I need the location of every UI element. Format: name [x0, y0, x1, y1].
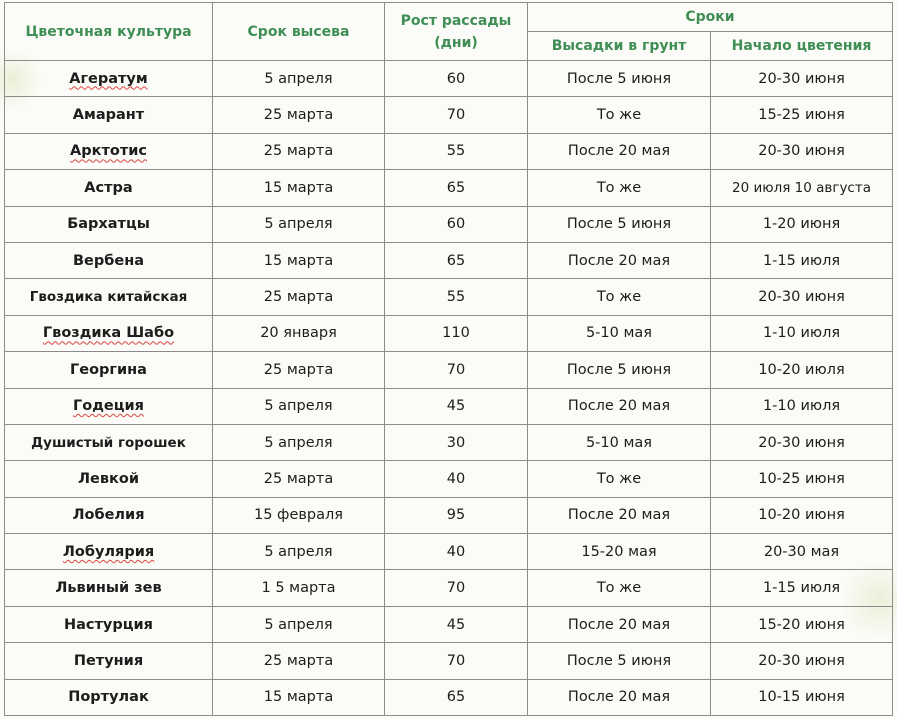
cell-bloom: [711, 170, 893, 206]
cell-days: [385, 461, 528, 497]
table-row: [5, 315, 893, 351]
cell-culture: [5, 570, 213, 606]
cell-sowing: [213, 206, 385, 242]
cell-days-text: 60: [446, 70, 466, 87]
header-growth-line1: Рост рассады: [400, 12, 512, 29]
cell-planting-text: После 5 июня: [566, 652, 672, 669]
cell-culture: [5, 461, 213, 497]
cell-days: [385, 206, 528, 242]
cell-planting-text: То же: [596, 107, 642, 124]
cell-culture: [5, 97, 213, 133]
cell-culture-text: Вербена: [72, 252, 145, 269]
cell-planting: [528, 315, 711, 351]
cell-days: [385, 61, 528, 97]
cell-culture-text: Лобелия: [72, 507, 145, 524]
table-row: [5, 388, 893, 424]
seedling-schedule-table: [4, 2, 893, 716]
table-row: [5, 424, 893, 460]
cell-bloom-text: 15-20 июня: [758, 616, 845, 633]
cell-days: [385, 643, 528, 679]
cell-sowing-text: 5 апреля: [264, 70, 333, 87]
cell-days-text: 65: [446, 252, 466, 269]
cell-bloom-text: 1-15 июля: [762, 252, 841, 269]
cell-bloom: [711, 206, 893, 242]
cell-sowing-text: 1 5 марта: [261, 580, 336, 597]
cell-sowing: [213, 534, 385, 570]
cell-days: [385, 133, 528, 169]
cell-sowing-text: 5 апреля: [264, 543, 333, 560]
cell-planting-text: После 20 мая: [567, 507, 671, 524]
cell-bloom-text: 20-30 июня: [758, 70, 845, 87]
cell-sowing: [213, 643, 385, 679]
cell-bloom: [711, 570, 893, 606]
cell-planting-text: После 20 мая: [567, 252, 671, 269]
cell-days-text: 40: [446, 543, 466, 560]
cell-bloom: [711, 679, 893, 715]
cell-sowing-text: 15 марта: [263, 252, 334, 269]
cell-bloom-text: 1-10 июля: [762, 398, 841, 415]
cell-bloom: [711, 534, 893, 570]
cell-days-text: 95: [446, 507, 466, 524]
cell-planting: [528, 61, 711, 97]
cell-days-text: 55: [446, 289, 466, 306]
cell-planting-text: То же: [596, 179, 642, 196]
cell-days-text: 65: [446, 689, 466, 706]
table-row: [5, 279, 893, 315]
table-row: [5, 461, 893, 497]
cell-planting: [528, 497, 711, 533]
cell-culture-text: Амарант: [72, 107, 145, 124]
cell-bloom-text: 10-15 июня: [758, 689, 845, 706]
cell-culture-text: Лобулярия: [62, 543, 155, 560]
cell-culture: [5, 424, 213, 460]
cell-sowing: [213, 497, 385, 533]
cell-bloom-text: 20-30 мая: [763, 543, 840, 560]
cell-days-text: 60: [446, 216, 466, 233]
cell-culture-text: Душистый горошек: [31, 434, 186, 451]
cell-sowing-text: 15 марта: [263, 689, 334, 706]
cell-days: [385, 497, 528, 533]
cell-sowing-text: 25 марта: [263, 652, 334, 669]
cell-planting: [528, 643, 711, 679]
cell-bloom: [711, 606, 893, 642]
cell-bloom-text: 20 июля 10 августа: [732, 179, 871, 196]
cell-culture: [5, 206, 213, 242]
cell-culture: [5, 133, 213, 169]
cell-days: [385, 352, 528, 388]
cell-planting-text: После 5 июня: [566, 361, 672, 378]
cell-culture-text: Гвоздика Шабо: [42, 325, 175, 342]
table-row: [5, 352, 893, 388]
cell-culture-text: Годеция: [73, 398, 144, 415]
cell-bloom: [711, 315, 893, 351]
table-row: [5, 97, 893, 133]
cell-culture: [5, 534, 213, 570]
cell-culture: [5, 170, 213, 206]
table-row: [5, 643, 893, 679]
cell-days: [385, 606, 528, 642]
cell-bloom-text: 20-30 июня: [758, 652, 845, 669]
cell-sowing-text: 5 апреля: [264, 398, 333, 415]
cell-sowing: [213, 61, 385, 97]
cell-planting-text: После 5 июня: [566, 70, 672, 87]
cell-culture-text: Гвоздика китайская: [29, 289, 188, 306]
cell-sowing-text: 15 марта: [263, 179, 334, 196]
cell-bloom: [711, 97, 893, 133]
header-culture: Цветочная культура: [5, 3, 213, 61]
cell-sowing-text: 25 марта: [263, 143, 334, 160]
cell-days-text: 40: [446, 470, 466, 487]
cell-planting-text: То же: [596, 289, 642, 306]
cell-culture: [5, 242, 213, 278]
cell-bloom: [711, 497, 893, 533]
cell-planting-text: То же: [596, 470, 642, 487]
cell-culture-text: Настурция: [64, 616, 153, 633]
cell-days-text: 70: [446, 652, 466, 669]
cell-planting-text: После 20 мая: [567, 689, 671, 706]
cell-sowing: [213, 97, 385, 133]
cell-sowing-text: 25 марта: [263, 107, 334, 124]
cell-sowing: [213, 352, 385, 388]
table-row: [5, 133, 893, 169]
cell-planting-text: 5-10 мая: [585, 325, 653, 342]
cell-planting: [528, 97, 711, 133]
cell-sowing-text: 25 марта: [263, 289, 334, 306]
cell-sowing: [213, 279, 385, 315]
cell-culture-text: Львиный зев: [55, 580, 162, 597]
cell-bloom: [711, 133, 893, 169]
cell-culture-text: Георгина: [70, 361, 147, 378]
cell-culture: [5, 497, 213, 533]
cell-sowing: [213, 388, 385, 424]
header-growth: [385, 3, 528, 61]
cell-days: [385, 679, 528, 715]
cell-days: [385, 170, 528, 206]
cell-bloom-text: 20-30 июня: [758, 143, 845, 160]
cell-days: [385, 279, 528, 315]
cell-days-text: 65: [446, 179, 466, 196]
cell-culture-text: Арктотис: [70, 143, 147, 160]
cell-days-text: 70: [446, 580, 466, 597]
cell-days: [385, 97, 528, 133]
cell-planting-text: После 20 мая: [567, 143, 671, 160]
cell-culture: [5, 388, 213, 424]
cell-bloom-text: 15-25 июня: [758, 107, 845, 124]
cell-bloom-text: 1-20 июня: [762, 216, 841, 233]
cell-planting: [528, 388, 711, 424]
cell-planting-text: То же: [596, 580, 642, 597]
cell-planting: [528, 424, 711, 460]
cell-days-text: 30: [446, 434, 466, 451]
cell-planting: [528, 534, 711, 570]
cell-sowing: [213, 461, 385, 497]
cell-planting-text: 5-10 мая: [585, 434, 653, 451]
cell-culture-text: Бархатцы: [67, 216, 150, 233]
cell-days: [385, 242, 528, 278]
cell-days-text: 55: [446, 143, 466, 160]
table-row: [5, 61, 893, 97]
cell-planting: [528, 352, 711, 388]
cell-culture: [5, 679, 213, 715]
cell-days: [385, 570, 528, 606]
cell-sowing-text: 25 марта: [263, 361, 334, 378]
cell-sowing: [213, 570, 385, 606]
cell-sowing-text: 20 января: [260, 325, 337, 342]
cell-bloom: [711, 352, 893, 388]
cell-bloom-text: 10-20 июля: [758, 361, 845, 378]
cell-sowing-text: 5 апреля: [264, 434, 333, 451]
cell-bloom: [711, 279, 893, 315]
cell-bloom-text: 1-10 июля: [762, 325, 841, 342]
cell-sowing: [213, 424, 385, 460]
cell-culture: [5, 279, 213, 315]
cell-planting-text: После 20 мая: [567, 616, 671, 633]
cell-planting: [528, 461, 711, 497]
cell-planting-text: После 20 мая: [567, 398, 671, 415]
table-body: [5, 61, 893, 716]
cell-bloom: [711, 61, 893, 97]
cell-sowing: [213, 679, 385, 715]
cell-planting: [528, 133, 711, 169]
cell-planting: [528, 279, 711, 315]
cell-culture: [5, 606, 213, 642]
cell-sowing-text: 25 марта: [263, 470, 334, 487]
header-bloom: Начало цветения: [711, 32, 893, 61]
cell-planting-text: После 5 июня: [566, 216, 672, 233]
cell-sowing-text: 5 апреля: [264, 216, 333, 233]
cell-sowing: [213, 133, 385, 169]
cell-bloom-text: 20-30 июня: [758, 289, 845, 306]
cell-bloom: [711, 242, 893, 278]
header-planting: Высадки в грунт: [528, 32, 711, 61]
cell-days-text: 45: [446, 398, 466, 415]
cell-bloom-text: 10-25 июня: [758, 470, 845, 487]
cell-sowing: [213, 170, 385, 206]
cell-sowing: [213, 315, 385, 351]
table-row: [5, 570, 893, 606]
cell-culture-text: Левкой: [77, 470, 140, 487]
cell-bloom-text: 10-20 июня: [758, 507, 845, 524]
table-row: [5, 206, 893, 242]
cell-planting: [528, 679, 711, 715]
cell-bloom: [711, 461, 893, 497]
cell-days-text: 45: [446, 616, 466, 633]
cell-sowing-text: 15 февраля: [253, 507, 343, 524]
cell-days-text: 70: [446, 107, 466, 124]
cell-sowing-text: 5 апреля: [264, 616, 333, 633]
cell-planting: [528, 606, 711, 642]
cell-bloom-text: 1-15 июля: [762, 580, 841, 597]
cell-culture-text: Астра: [84, 179, 133, 196]
cell-days: [385, 388, 528, 424]
header-row: [5, 3, 893, 32]
cell-planting: [528, 206, 711, 242]
cell-culture: [5, 61, 213, 97]
cell-days: [385, 424, 528, 460]
cell-bloom: [711, 643, 893, 679]
cell-planting: [528, 570, 711, 606]
cell-days: [385, 534, 528, 570]
table-row: [5, 170, 893, 206]
header-growth-line2: (дни): [434, 34, 478, 51]
cell-culture-text: Петуния: [73, 652, 144, 669]
cell-sowing: [213, 242, 385, 278]
table-row: [5, 606, 893, 642]
cell-planting: [528, 170, 711, 206]
cell-culture-text: Портулак: [68, 689, 149, 706]
cell-culture-text: Агератум: [69, 70, 148, 87]
table-row: [5, 497, 893, 533]
table-row: [5, 679, 893, 715]
cell-days: [385, 315, 528, 351]
cell-bloom: [711, 388, 893, 424]
table-row: [5, 534, 893, 570]
cell-planting: [528, 242, 711, 278]
header-terms: Сроки: [528, 3, 893, 32]
cell-planting-text: 15-20 мая: [581, 543, 657, 560]
table-row: [5, 242, 893, 278]
cell-days-text: 110: [442, 325, 470, 342]
cell-culture: [5, 352, 213, 388]
cell-sowing: [213, 606, 385, 642]
header-sowing: Срок высева: [213, 3, 385, 61]
cell-culture: [5, 315, 213, 351]
cell-bloom-text: 20-30 июня: [758, 434, 845, 451]
cell-culture: [5, 643, 213, 679]
cell-bloom: [711, 424, 893, 460]
cell-days-text: 70: [446, 361, 466, 378]
